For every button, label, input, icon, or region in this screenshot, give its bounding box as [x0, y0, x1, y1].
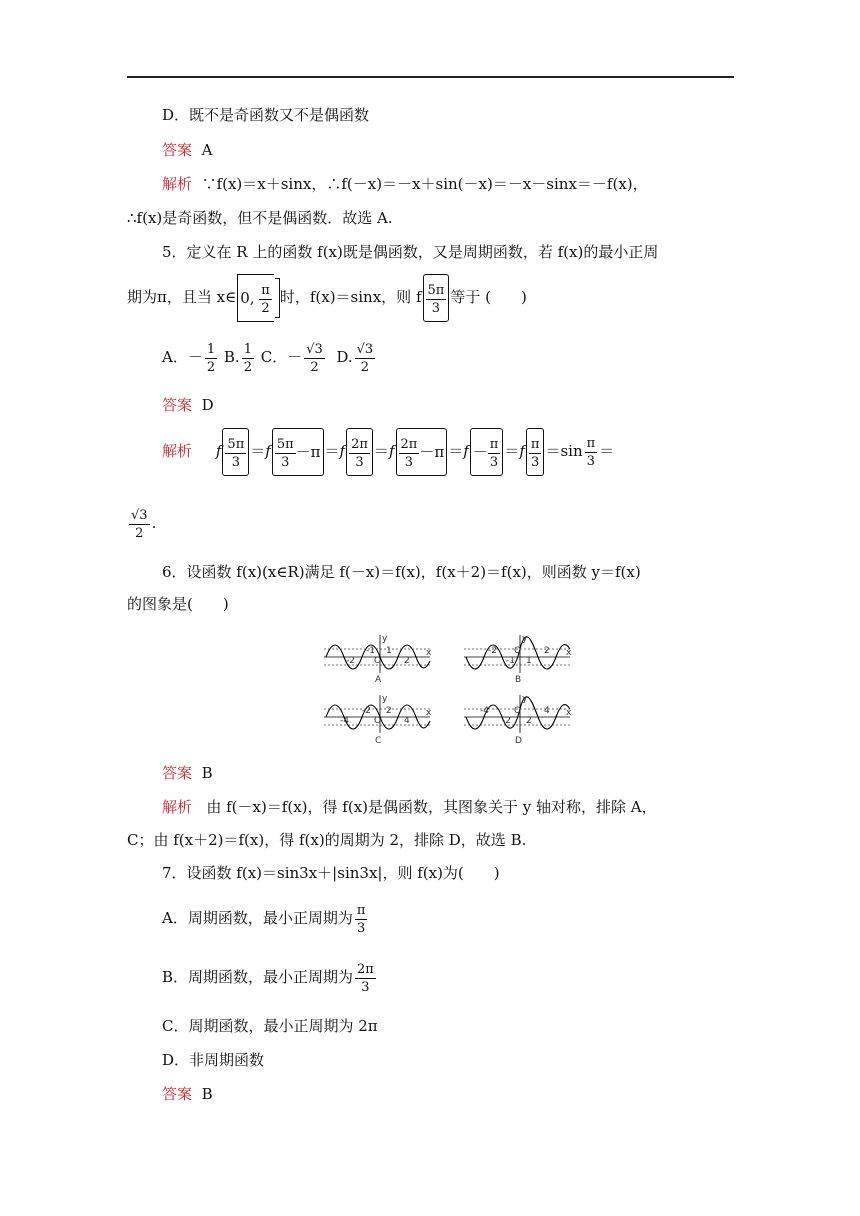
svg-text:-4: -4 [480, 706, 489, 716]
svg-text:1: 1 [386, 646, 392, 656]
svg-text:2: 2 [526, 716, 532, 726]
frac-num: 1 [206, 341, 216, 357]
eq-term: － $\frac{\pi}{3}$ [470, 428, 504, 476]
svg-text:y: y [382, 694, 388, 704]
svg-text:O: O [374, 656, 382, 666]
svg-text:2: 2 [404, 656, 410, 666]
option-c-value [304, 341, 325, 376]
svg-text:4: 4 [544, 706, 550, 716]
svg-text:-1: -1 [366, 646, 375, 656]
result-fraction [129, 507, 150, 542]
q4-option-d: D．既不是奇函数又不是偶函数 [162, 106, 370, 124]
frac-num: 5π [427, 282, 445, 298]
frac-num: π [261, 282, 270, 298]
analysis-label: 解析 [162, 175, 193, 193]
option-d-value [355, 341, 376, 376]
graph-c [324, 694, 432, 746]
frac-num: √3 [356, 341, 374, 357]
q5-analysis-result: $\frac{√3}{2}$ . [131, 507, 157, 541]
analysis-label: 解析 [162, 442, 193, 460]
q4-analysis [162, 174, 648, 194]
q7-option-c: C．周期函数，最小正周期为 2π [162, 1017, 378, 1035]
eq-term: $\frac{2\pi}{3}$ －π [396, 428, 448, 476]
frac-den: 2 [310, 359, 319, 375]
frac-den: 2 [360, 359, 370, 375]
answer-value: B [201, 1085, 213, 1103]
frac-num: π [356, 902, 366, 918]
svg-text:-2: -2 [362, 706, 371, 716]
graph-b [464, 634, 572, 685]
q4-analysis-cont: ∴f(x)是奇函数，但不是偶函数．故选 A. [127, 209, 393, 227]
q5-answer [162, 395, 214, 415]
q5-text-b: 时，f(x)＝sinx，则 f [279, 288, 422, 306]
svg-text:y: y [382, 634, 388, 644]
frac-den: 2 [261, 300, 270, 316]
q6-analysis [162, 797, 657, 817]
svg-text:1: 1 [526, 656, 532, 666]
q7-option-b [162, 957, 378, 997]
frac-den: 3 [356, 920, 366, 936]
svg-text:-2: -2 [488, 646, 497, 656]
eq-term: $\frac{2\pi}{3}$ [346, 428, 373, 476]
frac-den: 2 [243, 359, 252, 375]
q5-stem-cont [127, 274, 527, 322]
frac-num: 1 [243, 341, 252, 357]
q5-text-c: 等于 ( ) [450, 288, 527, 306]
option-c-label: C．－ [260, 348, 303, 366]
option-a-value [205, 341, 217, 376]
eq-term: $\frac{5\pi}{3}$ [222, 428, 249, 476]
graph-a-label: A [375, 675, 382, 685]
eq-term: $\frac{5\pi}{3}$ －π [272, 428, 324, 476]
graphs-svg [322, 633, 584, 751]
answer-value: A [201, 141, 213, 159]
option-text: B．周期函数，最小正周期为 [162, 968, 354, 986]
q7-stem: 7．设函数 f(x)＝sin3x＋|sin3x|，则 f(x)为( ) [162, 864, 500, 882]
svg-text:O: O [374, 716, 382, 726]
svg-text:-2: -2 [346, 656, 355, 666]
q7-option-a [162, 898, 369, 938]
svg-text:x: x [566, 648, 572, 658]
svg-text:4: 4 [404, 716, 410, 726]
option-b-value [242, 341, 254, 376]
analysis-text: 由 f(－x)＝f(x)，得 f(x)是偶函数，其图象关于 y 轴对称，排除 A， [206, 798, 657, 816]
svg-text:2: 2 [386, 706, 392, 716]
option-fraction [355, 961, 376, 996]
svg-text:-4: -4 [340, 716, 349, 726]
option-d-label: D. [336, 348, 353, 366]
answer-label: 答案 [162, 1085, 193, 1103]
q5-stem: 5．定义在 R 上的函数 f(x)既是偶函数，又是周期函数，若 f(x)的最小正周 [162, 243, 659, 261]
frac-den: 3 [361, 979, 370, 995]
frac-num: √3 [306, 341, 323, 357]
q5-analysis: 解析 f $\frac{5\pi}{3}$ ＝f $\frac{5\pi}{3}$ －π ＝f $\frac{2\pi}{3}$ ＝f $\frac{2\pi}{3}$ －π ＝f － $\frac{\pi}{3}$ ＝f $\frac{\pi}{3}$ ＝sin $\frac{\pi}{3}$ ＝ [162, 428, 614, 476]
answer-label: 答案 [162, 764, 193, 782]
option-text: A．周期函数，最小正周期为 [162, 909, 353, 927]
frac-num: √3 [131, 507, 148, 523]
arg-fraction [426, 282, 447, 317]
frac-num: 2π [357, 961, 374, 977]
svg-text:-1: -1 [506, 656, 515, 666]
header-rule [127, 76, 734, 78]
svg-text:x: x [566, 708, 572, 718]
option-fraction [355, 902, 368, 937]
frac-den: 3 [431, 300, 441, 316]
answer-value: B [201, 764, 213, 782]
svg-text:y: y [522, 634, 528, 644]
q4-answer [162, 140, 212, 160]
graph-d [464, 694, 572, 746]
svg-text:O: O [514, 646, 522, 656]
graph-c-label: C [375, 736, 382, 746]
svg-text:y: y [522, 694, 528, 704]
answer-label: 答案 [162, 141, 193, 159]
q7-answer [162, 1084, 213, 1104]
q6-stem: 6．设函数 f(x)(x∈R)满足 f(－x)＝f(x)，f(x＋2)＝f(x)，则函数 y＝f(x) [162, 563, 641, 581]
graph-b-label: B [515, 675, 522, 685]
q7-option-d: D．非周期函数 [162, 1051, 265, 1069]
graph-d-label: D [515, 736, 522, 746]
q6-stem-cont: 的图象是( ) [127, 595, 229, 613]
svg-text:O: O [514, 706, 522, 716]
q6-answer [162, 763, 213, 783]
svg-text:-2: -2 [502, 716, 511, 726]
option-b-label: B. [223, 348, 240, 366]
svg-text:x: x [426, 708, 432, 718]
frac-den: 2 [206, 359, 216, 375]
q5-options [162, 334, 377, 380]
interval-fraction [259, 282, 272, 317]
q6-analysis-cont: C；由 f(x＋2)＝f(x)，得 f(x)的周期为 2，排除 D，故选 B. [127, 831, 527, 849]
graph-a [324, 634, 432, 685]
q5-text-a: 期为π，且当 x∈ [127, 288, 237, 306]
svg-text:x: x [426, 648, 432, 658]
svg-text:2: 2 [544, 646, 550, 656]
answer-label: 答案 [162, 396, 193, 414]
frac-den: 2 [135, 525, 144, 541]
interval-left: 0, [240, 289, 255, 307]
analysis-text: ∵f(x)＝x＋sinx，∴f(－x)＝－x＋sin(－x)＝－x－sinx＝－f(x)， [201, 175, 648, 193]
analysis-label: 解析 [162, 798, 193, 816]
option-a-label: A．－ [162, 348, 203, 366]
interval-bracket [237, 274, 274, 322]
eq-term: $\frac{\pi}{3}$ [526, 428, 545, 476]
q6-graph-options [322, 633, 584, 751]
arg-bracket [423, 274, 450, 322]
answer-value: D [201, 396, 214, 414]
